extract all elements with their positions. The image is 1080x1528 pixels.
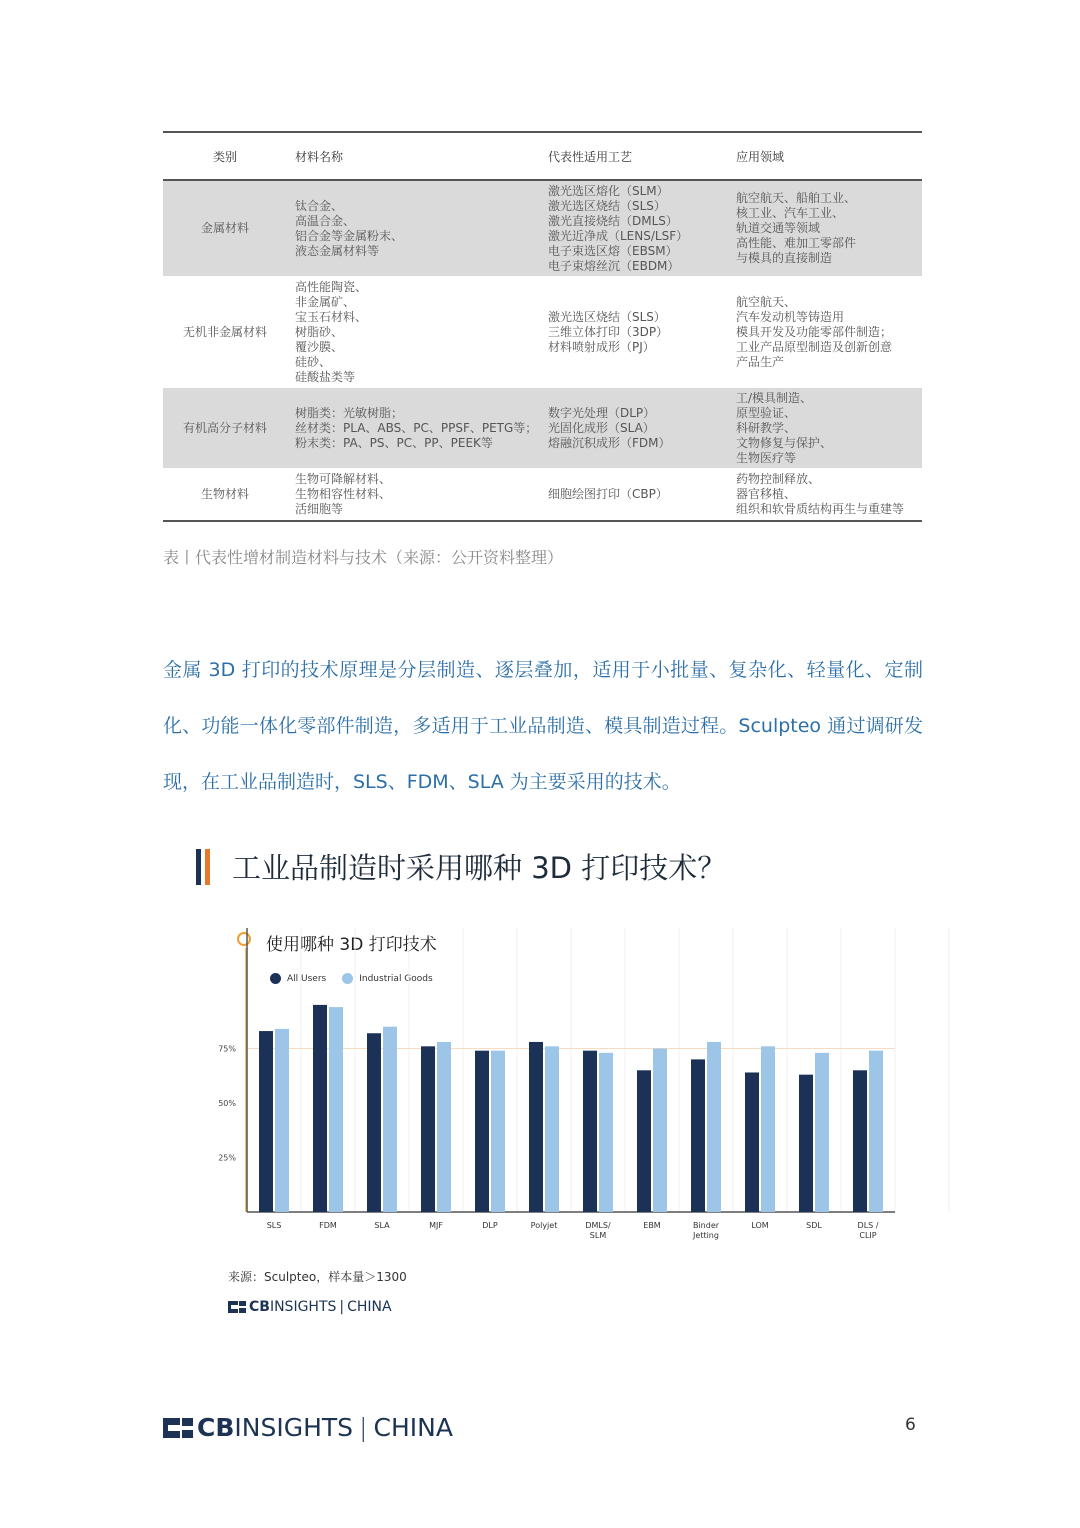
- bar: [275, 1029, 289, 1212]
- x-tick-label: SLA: [374, 1221, 390, 1230]
- x-tick-label: LOM: [751, 1221, 769, 1230]
- logo-sep: |: [359, 1413, 368, 1442]
- row-materials: 树脂类：光敏树脂； 丝材类：PLA、ABS、PC、PPSF、PETG等； 粉末类：PA、PS、PC、PP、PEEK等: [295, 405, 538, 450]
- row-materials: 高性能陶瓷、 非金属矿、 宝玉石材料、 树脂砂、 覆沙膜、 硅砂、 硅酸盐类等: [295, 279, 368, 384]
- row-category: 金属材料: [200, 221, 249, 235]
- row-category: 无机非金属材料: [182, 324, 267, 339]
- bar: [329, 1007, 343, 1212]
- header-applications: 应用领域: [736, 149, 785, 164]
- page-number: 6: [905, 1415, 916, 1435]
- x-tick-label: DLS /: [857, 1221, 879, 1230]
- row-processes: 激光选区熔化（SLM） 激光选区烧结（SLS） 激光直接烧结（DMLS） 激光近净成（LENS/LSF） 电子束选区熔（EBSM） 电子束熔丝沉（EBDM）: [548, 183, 689, 273]
- x-tick-label: SLS: [266, 1221, 282, 1230]
- bar: [761, 1046, 775, 1212]
- row-applications: 航空航天、 汽车发动机等铸造用 模具开发及功能零部件制造； 工业产品原型制造及创新创意 产品生产: [736, 294, 893, 369]
- bar: [707, 1042, 721, 1212]
- chart-legend: [270, 973, 433, 984]
- x-tick-label: SDL: [806, 1221, 822, 1230]
- table-row: [163, 276, 922, 388]
- table-bottom-rule: [163, 520, 922, 522]
- cbinsights-logo: [163, 1413, 453, 1442]
- logo-china: CHINA: [347, 1299, 392, 1315]
- bar: [815, 1053, 829, 1212]
- bar: [853, 1070, 867, 1212]
- bar: [529, 1042, 543, 1212]
- bar: [259, 1031, 273, 1212]
- legend-dot-icon: [270, 973, 281, 984]
- row-processes: 激光选区烧结（SLS） 三维立体打印（3DP） 材料喷射成形（PJ）: [548, 309, 669, 354]
- table-caption: 表丨代表性增材制造材料与技术（来源：公开资料整理）: [163, 548, 564, 567]
- header-materials: 材料名称: [295, 149, 344, 164]
- y-tick-label: 25%: [218, 1153, 236, 1163]
- row-processes: 细胞绘图打印（CBP）: [548, 486, 668, 501]
- table-row: [163, 388, 922, 468]
- bar: [437, 1042, 451, 1212]
- legend-label: Industrial Goods: [359, 973, 433, 984]
- y-tick-label: 75%: [218, 1044, 236, 1054]
- x-tick-label: Binder: [692, 1221, 720, 1230]
- cbinsights-logo-small: [228, 1299, 392, 1315]
- body-paragraph: 金属 3D 打印的技术原理是分层制造、逐层叠加，适用于小批量、复杂化、轻量化、定制化、功能一体化零部件制造，多适用于工业品制造、模具制造过程。Sculpteo 通过调研发现，在工业品制造时，SLS、FDM、SLA 为主要采用的技术。: [163, 659, 923, 793]
- row-applications: 工/模具制造、 原型验证、 科研教学、 文物修复与保护、 生物医疗等: [736, 390, 833, 465]
- bar: [745, 1072, 759, 1212]
- logo-cb: CB: [197, 1413, 235, 1442]
- chart-marker-line: [245, 948, 247, 1212]
- section-title: [196, 846, 726, 887]
- row-applications: 药物控制释放、 器官移植、 组织和软骨质结构再生与重建等: [736, 471, 905, 516]
- legend-label: All Users: [287, 973, 327, 984]
- x-tick-label: EBM: [643, 1221, 661, 1230]
- bar: [367, 1033, 381, 1212]
- bar: [475, 1051, 489, 1212]
- logo-insights: INSIGHTS: [234, 1413, 354, 1442]
- bar: [421, 1046, 435, 1212]
- row-category: 生物材料: [200, 486, 249, 501]
- row-materials: 钛合金、 高温合金、 铝合金等金属粉末、 液态金属材料等: [295, 198, 404, 258]
- cb-mark-icon: [163, 1418, 193, 1438]
- chart-source: 来源：Sculpteo，样本量＞1300: [228, 1270, 407, 1284]
- cb-mark-icon: [228, 1301, 246, 1313]
- bar: [869, 1051, 883, 1212]
- bar: [599, 1053, 613, 1212]
- bar: [383, 1027, 397, 1212]
- bar: [583, 1051, 597, 1212]
- y-tick-label: 50%: [218, 1099, 236, 1108]
- header-category: 类别: [212, 149, 237, 164]
- logo-china: CHINA: [373, 1413, 453, 1442]
- x-tick-label: DMLS/: [585, 1221, 611, 1230]
- header-processes: 代表性适用工艺: [548, 149, 633, 164]
- row-processes: 数字光处理（DLP） 光固化成形（SLA） 熔融沉积成形（FDM）: [548, 405, 671, 450]
- bar: [691, 1059, 705, 1212]
- table-row: [163, 181, 922, 276]
- x-tick-label: CLIP: [859, 1231, 877, 1240]
- row-materials: 生物可降解材料、 生物相容性材料、 活细胞等: [295, 471, 392, 516]
- bar: [313, 1005, 327, 1212]
- section-bar-icon: [196, 849, 210, 885]
- table-header-row: [163, 133, 922, 181]
- logo-cb: CB: [249, 1299, 270, 1315]
- x-tick-label: DLP: [482, 1221, 498, 1230]
- chart-marker-icon: [237, 932, 251, 946]
- materials-table: [163, 131, 922, 522]
- table-row: [163, 468, 922, 520]
- legend-dot-icon: [342, 973, 353, 984]
- x-tick-label: FDM: [319, 1221, 337, 1230]
- bar: [491, 1051, 505, 1212]
- legend-item: [270, 973, 326, 984]
- legend-item: [342, 973, 432, 984]
- bar: [799, 1075, 813, 1212]
- logo-insights: INSIGHTS: [269, 1299, 337, 1315]
- bar: [653, 1049, 667, 1213]
- bar: [637, 1070, 651, 1212]
- x-tick-label: Jetting: [693, 1231, 719, 1240]
- row-applications: 航空航天、船舶工业、 核工业、汽车工业、 轨道交通等领域 高性能、难加工零部件 与模具的直接制造: [736, 191, 857, 265]
- logo-sep: |: [339, 1299, 345, 1315]
- bar: [545, 1046, 559, 1212]
- x-tick-label: MJF: [429, 1221, 443, 1230]
- x-tick-label: Polyjet: [530, 1221, 558, 1230]
- x-tick-label: SLM: [589, 1231, 607, 1240]
- section-title-text: 工业品制造时采用哪种 3D 打印技术？: [232, 851, 727, 885]
- chart-title: 使用哪种 3D 打印技术: [266, 935, 437, 955]
- row-category: 有机高分子材料: [182, 420, 267, 435]
